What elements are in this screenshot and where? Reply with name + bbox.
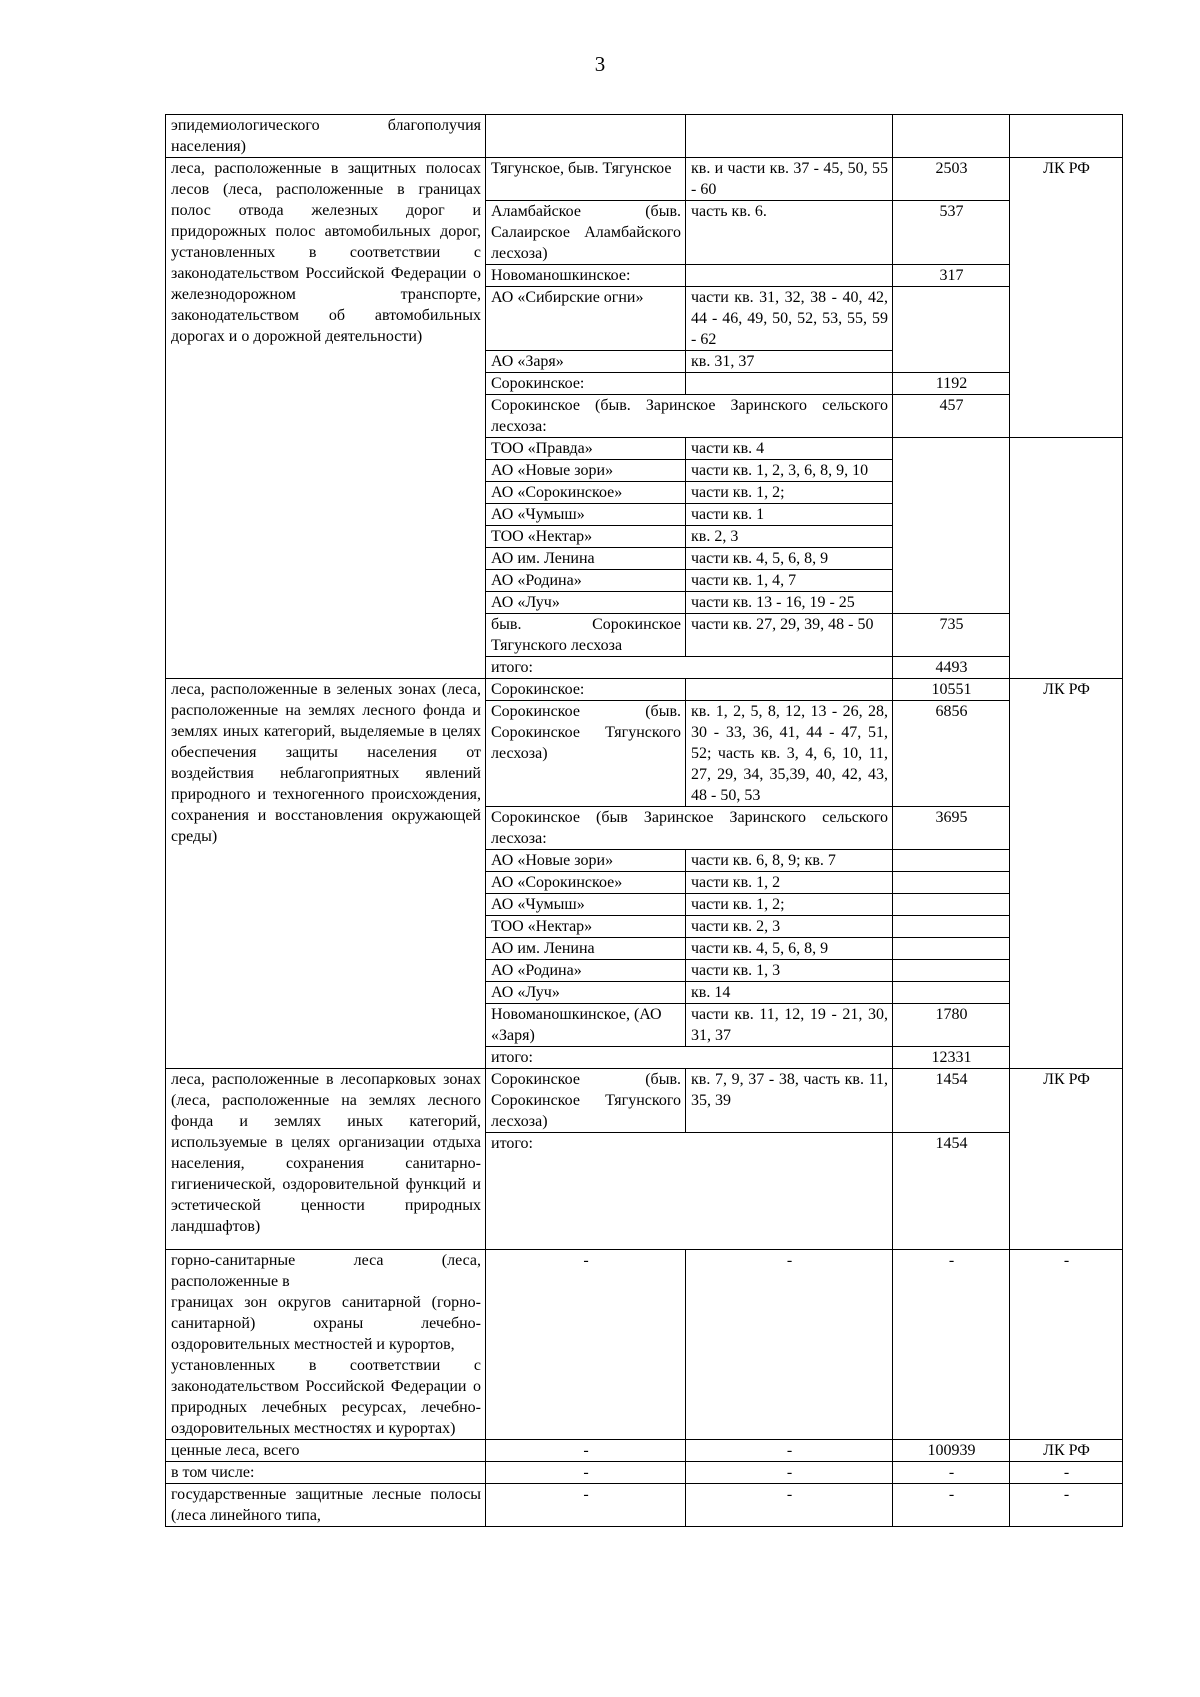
forestry-cell: АО «Заря»	[486, 351, 686, 373]
quarters-cell	[686, 265, 893, 287]
category-cell: эпидемиологического благополучия населения)	[166, 115, 486, 158]
legal-basis-cell: -	[1010, 1462, 1123, 1484]
area-cell: 10551	[893, 679, 1010, 701]
area-cell: 2503	[893, 158, 1010, 201]
area-cell: 1192	[893, 373, 1010, 395]
quarters-cell: части кв. 1, 2;	[686, 482, 893, 504]
legal-basis-cell: ЛК РФ	[1010, 679, 1123, 1069]
quarters-cell: -	[686, 1440, 893, 1462]
area-cell	[893, 287, 1010, 373]
forestry-cell: Аламбайское (быв. Салаирское Аламбайского лесхоза)	[486, 201, 686, 265]
quarters-cell: -	[686, 1250, 893, 1440]
forestry-cell: -	[486, 1440, 686, 1462]
category-cell: леса, расположенные в зеленых зонах (леса, расположенные на землях лесного фонда и землях иных категорий, выделяемые в целях обеспечения защиты населения от воздействия неблагоприятных явлений природного и техногенного происхождения, сохранения и восстановления окружающей среды)	[166, 679, 486, 1069]
quarters-cell: часть кв. 6.	[686, 201, 893, 265]
category-line: горно-санитарные леса (леса,	[171, 1252, 481, 1269]
forestry-cell: АО «Чумыш»	[486, 894, 686, 916]
forestry-cell: АО «Чумыш»	[486, 504, 686, 526]
quarters-cell: части кв. 4, 5, 6, 8, 9	[686, 938, 893, 960]
table-row	[166, 115, 1123, 158]
forestry-cell: АО «Родина»	[486, 570, 686, 592]
forestry-cell: Сорокинское:	[486, 373, 686, 395]
area-cell: 735	[893, 614, 1010, 657]
category-line: установленных в соответствии с законодательством Российской Федерации о природных лечебных ресурсах, лечебно-оздоровительных местностях и курортах)	[171, 1357, 481, 1437]
quarters-cell: кв. и части кв. 37 - 45, 50, 55 - 60	[686, 158, 893, 201]
area-cell: -	[893, 1484, 1010, 1527]
quarters-cell: части кв. 1, 2	[686, 872, 893, 894]
area-cell: 3695	[893, 807, 1010, 850]
forestry-cell: АО им. Ленина	[486, 548, 686, 570]
category-line: расположенные в	[171, 1273, 290, 1290]
forest-protection-table	[165, 114, 1123, 1527]
forestry-cell: ТОО «Нектар»	[486, 916, 686, 938]
table-row	[166, 1484, 1123, 1527]
area-cell: 1454	[893, 1069, 1010, 1133]
quarters-cell: части кв. 6, 8, 9; кв. 7	[686, 850, 893, 872]
category-line: границах зон округов санитарной (горно-санитарной) охраны лечебно-оздоровительных местностей и курортов,	[171, 1294, 481, 1353]
area-cell	[893, 115, 1010, 158]
total-label-cell: итого:	[486, 1133, 893, 1250]
area-cell: -	[893, 1250, 1010, 1440]
forestry-cell: АО «Новые зори»	[486, 850, 686, 872]
quarters-cell	[686, 679, 893, 701]
category-cell: ценные леса, всего	[166, 1440, 486, 1462]
quarters-cell: -	[686, 1462, 893, 1484]
forestry-cell: -	[486, 1484, 686, 1527]
area-cell: 1454	[893, 1133, 1010, 1250]
quarters-cell: -	[686, 1484, 893, 1527]
forestry-cell: Новоманошкинское, (АО «Заря)	[486, 1004, 686, 1047]
quarters-cell: части кв. 1, 4, 7	[686, 570, 893, 592]
quarters-cell	[686, 115, 893, 158]
quarters-cell: кв. 2, 3	[686, 526, 893, 548]
table-row	[166, 1440, 1123, 1462]
area-cell	[893, 850, 1010, 872]
total-label-cell: итого:	[486, 1047, 893, 1069]
quarters-cell: кв. 14	[686, 982, 893, 1004]
area-cell	[893, 916, 1010, 938]
area-cell: 537	[893, 201, 1010, 265]
table-row	[166, 679, 1123, 701]
forestry-cell	[486, 115, 686, 158]
forestry-cell: -	[486, 1250, 686, 1440]
quarters-cell: кв. 1, 2, 5, 8, 12, 13 - 26, 28, 30 - 33, 36, 41, 44 - 47, 51, 52; часть кв. 3, 4, 6, 10, 11, 27, 29, 34, 35,39, 40, 42, 43, 48 - 50, 53	[686, 701, 893, 807]
area-cell	[893, 938, 1010, 960]
quarters-cell: кв. 7, 9, 37 - 38, часть кв. 11, 35, 39	[686, 1069, 893, 1133]
legal-basis-cell: ЛК РФ	[1010, 1069, 1123, 1250]
quarters-cell: части кв. 2, 3	[686, 916, 893, 938]
forestry-cell: АО «Родина»	[486, 960, 686, 982]
forestry-cell: ТОО «Правда»	[486, 438, 686, 460]
quarters-cell: части кв. 4, 5, 6, 8, 9	[686, 548, 893, 570]
forestry-cell: АО «Луч»	[486, 592, 686, 614]
legal-basis-cell	[1010, 438, 1123, 679]
quarters-cell: части кв. 1, 2, 3, 6, 8, 9, 10	[686, 460, 893, 482]
forestry-cell: АО «Новые зори»	[486, 460, 686, 482]
quarters-cell: части кв. 31, 32, 38 - 40, 42, 44 - 46, 49, 50, 52, 53, 55, 59 - 62	[686, 287, 893, 351]
forestry-cell: АО «Сорокинское»	[486, 872, 686, 894]
forestry-cell: Тягунское, быв. Тягунское	[486, 158, 686, 201]
forestry-cell: Сорокинское (быв. Сорокинское Тягунского лесхоза)	[486, 701, 686, 807]
legal-basis-cell: -	[1010, 1484, 1123, 1527]
legal-basis-cell	[1010, 115, 1123, 158]
table-row	[166, 1250, 1123, 1440]
category-cell: леса, расположенные в защитных полосах лесов (леса, расположенные в границах полос отвода железных дорог и придорожных полос автомобильных дорог, установленных в соответствии с законодательством Российской Федерации о железнодорожном транспорте, законодательством об автомобильных дорогах и о дорожной деятельности)	[166, 158, 486, 679]
category-cell: государственные защитные лесные полосы (леса линейного типа,	[166, 1484, 486, 1527]
area-cell	[893, 438, 1010, 614]
area-cell	[893, 894, 1010, 916]
forestry-cell: АО «Сибирские огни»	[486, 287, 686, 351]
forestry-cell: АО «Сорокинское»	[486, 482, 686, 504]
area-cell: -	[893, 1462, 1010, 1484]
category-cell: в том числе:	[166, 1462, 486, 1484]
area-cell: 12331	[893, 1047, 1010, 1069]
forestry-cell: Новоманошкинское:	[486, 265, 686, 287]
area-cell: 4493	[893, 657, 1010, 679]
category-cell: леса, расположенные в лесопарковых зонах (леса, расположенные на землях лесного фонда и землях иных категорий, используемые в целях организации отдыха населения, сохранения санитарно-гигиенической, оздоровительной функций и эстетической ценности природных ландшафтов)	[166, 1069, 486, 1250]
area-cell	[893, 960, 1010, 982]
forestry-cell: быв. Сорокинское Тягунского лесхоза	[486, 614, 686, 657]
forestry-cell: -	[486, 1462, 686, 1484]
area-cell: 457	[893, 395, 1010, 438]
table-row	[166, 1069, 1123, 1133]
area-cell: 100939	[893, 1440, 1010, 1462]
area-cell: 317	[893, 265, 1010, 287]
quarters-cell: части кв. 1	[686, 504, 893, 526]
forestry-cell: АО «Луч»	[486, 982, 686, 1004]
quarters-cell: кв. 31, 37	[686, 351, 893, 373]
area-cell: 6856	[893, 701, 1010, 807]
area-cell	[893, 872, 1010, 894]
legal-basis-cell: ЛК РФ	[1010, 1440, 1123, 1462]
quarters-cell: части кв. 4	[686, 438, 893, 460]
area-cell	[893, 982, 1010, 1004]
page-number: 3	[594, 52, 606, 76]
quarters-cell	[686, 373, 893, 395]
table-row	[166, 1462, 1123, 1484]
quarters-cell: части кв. 13 - 16, 19 - 25	[686, 592, 893, 614]
legal-basis-cell: ЛК РФ	[1010, 158, 1123, 438]
legal-basis-cell: -	[1010, 1250, 1123, 1440]
table-row	[166, 158, 1123, 201]
quarters-cell: части кв. 1, 3	[686, 960, 893, 982]
quarters-cell: части кв. 27, 29, 39, 48 - 50	[686, 614, 893, 657]
area-cell: 1780	[893, 1004, 1010, 1047]
quarters-cell: части кв. 1, 2;	[686, 894, 893, 916]
quarters-cell: части кв. 11, 12, 19 - 21, 30, 31, 37	[686, 1004, 893, 1047]
forestry-cell: ТОО «Нектар»	[486, 526, 686, 548]
total-label-cell: итого:	[486, 657, 893, 679]
forestry-cell: Сорокинское (быв Заринское Заринского сельского лесхоза:	[486, 807, 893, 850]
forestry-cell: Сорокинское (быв. Сорокинское Тягунского лесхоза)	[486, 1069, 686, 1133]
forestry-cell: АО им. Ленина	[486, 938, 686, 960]
forestry-cell: Сорокинское (быв. Заринское Заринского сельского лесхоза:	[486, 395, 893, 438]
forestry-cell: Сорокинское:	[486, 679, 686, 701]
category-cell	[166, 1250, 486, 1440]
